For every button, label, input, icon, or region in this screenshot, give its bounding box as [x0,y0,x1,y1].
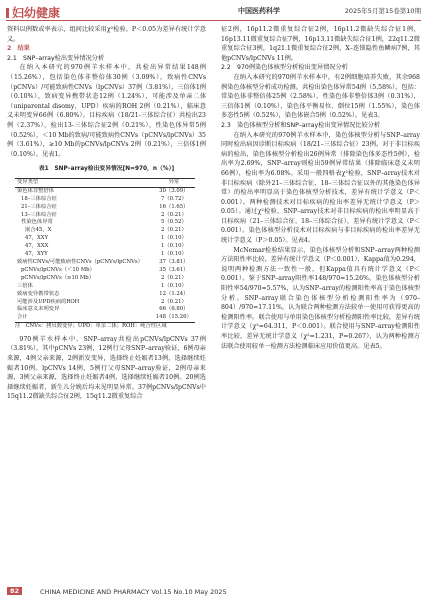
header-rule [6,20,421,21]
journal-citation: CHINA MEDICINE AND PHARMACY Vol.15 No.10 May 2025 [40,588,227,596]
brand-marker-icon [6,8,9,18]
table-row [15,235,195,243]
row-value: 1（0.10） [160,251,187,258]
table-row [15,243,195,251]
row-value: 1（0.10） [160,235,187,242]
row-label: pCNVs/lpCNVs（≥10 Mb） [21,274,94,281]
brand-label: 妇幼健康 [12,6,61,20]
page-header [0,0,427,22]
table-row [15,204,195,212]
row-value: 2（0.21） [160,227,187,234]
row-label: 47，XXY [25,235,49,242]
right-column [221,25,420,351]
table-row [15,251,195,259]
variant-table [15,178,195,323]
journal-logo: 中国医药科学 [238,7,280,15]
row-label: 47，XYY [25,251,48,258]
row-value: 2（0.21） [160,274,187,281]
row-value: 12（1.24） [159,290,189,297]
row-value: 1（0.10） [160,243,187,250]
subsection-heading: 2.3 染色体核型分析和SNP–array检出变异情况比较分析 [221,121,381,129]
section-heading: 2 结果 [7,45,30,53]
row-value: 7（0.72） [160,195,187,202]
row-value: 2（0.21） [160,211,187,218]
column-header: 异常 [153,178,195,187]
row-value: 66（6.80） [159,306,189,313]
row-value: 16（1.65） [159,203,189,210]
row-value: 5（0.52） [160,219,187,226]
table-row [15,187,195,195]
table-row [15,196,195,204]
page-number: 82 [7,587,22,595]
subsection-heading: 2.2 970例染色体核型分析检出变异情况分析 [221,64,348,72]
row-label: 致病变异携带状态 [17,290,60,297]
row-label: 临床意义未明变异 [17,306,60,313]
row-value: 2（0.21） [160,298,187,305]
paragraph: 在纳入本研究的970例羊水样本中，有2例细胞培养失败，其余968例染色体核型分析成功检测。共检出染色体异常54例（5.58%），包括：常染色体非整倍体25例（2.58%），性染色体非整倍体3例（0.31%），三倍体1例（0.10%），染色体平衡易位、倒位15例（1.55%），染色体多态性5例（0.52%），染色体嵌合5例（0.52%）。见表3。 [221,73,420,120]
row-label: 可能涉及UPD疾病的ROH [17,298,80,305]
row-value: 148（15.26） [153,314,195,322]
row-label: 致病性CNVs/可能致病性CNVs（pCNVs/lpCNVs） [17,258,143,265]
row-label: 嵌合45，X [25,227,52,234]
table-row [15,314,195,322]
column-header: 变异类型 [15,178,153,187]
issue-info: 2025年5月第15卷第10期 [344,7,421,15]
paragraph: 970例羊水样本中，SNP–array共检出pCNVs/lpCNVs 37例（3.81%），其中pCNVs 23例，12例行父母SNP–array验证，6例母亲来源，4例父亲来源，2例新发变异，选择终止妊娠者13例，选择继续妊娠者10例。lpCNVs 14例，5例行父母SNP–array验证，2例母亲来源，3例父亲来源，选择终止妊娠者4例，选择继续妊娠者10例。20例选择继续妊娠者，新生儿分娩后均未见明显异常。37例pCNVs/lpCNVs中15q11.2微缺失综合征2例，15q11.2微重复综合 [7,335,206,401]
row-value: 37（3.81） [159,258,189,265]
section-brand [6,4,60,21]
paragraph: 在纳入本研究的970例羊水样本中，共检出异常结果148例（15.26%），包括染色体非整倍体30例（3.09%），致病性CNVs（pCNVs）/可能致病性CNVs（lpCNVs）37例（3.81%），三倍体1例（0.10%），致病变异携带状态12例（1.24%），可能涉及单亲二体（uniparental disomy，UPD）疾病的ROH 2例（0.21%），临床意义未明变异66例（6.80%）。目标疾病（18/21-三体综合征）共检出23例（2.37%），检出13-三体综合征2例（0.21%），性染色体异常5例（0.52%），＜10 Mb的致病/可能致病性CNVs（pCNVs/lpCNVs）35例（3.61%），≥10 Mb的pCNVs/lpCNVs 2例（0.21%），三倍体1例（0.10%）。见表1。 [7,64,206,158]
row-label: 18–三体综合征 [21,195,57,202]
table-1 [7,165,206,330]
table-row [15,291,195,299]
paragraph: McNemar检验结果显示，染色体核型分析和SNP–array两种检测方法阳性率比较，差异有统计学意义（P＜0.001），Kappa值为0.294，说明两种检测方法一致性一般，但Kappa值具有统计学意义（P＜0.001）。鉴于SNP–array阳性率148/970=15.26%，染色体核型分析阳性率54/970=5.57%，认为SNP–array的检测阳性率高于染色体核型分析。SNP–array联合染色体核型分析检测阳性率为（970–804）/970=17.11%，认为联合两种检测方法较单一使用可获得更高的检测阳性率。联合使用与单用染色体核型分析检测阳性率比较，差异有统计学意义（χ²=64.311，P＜0.001）。联合使用与SNP–array检测阳性率比较，差异无统计学意义（χ²=1.231，P=0.267），认为两种检测方法联合使用较单一检测方法检测临床应用价值更高。见表5。 [221,246,420,350]
paragraph: 在纳入本研究的970例羊水样本中，染色体核型分析与SNP–array同时检出病因诊断目标疾病（18/21–三体综合征）23例。对于非目标疾病的检出，染色体核型分析检出26例异常（排除染色体多态性5例），检出率为2.69%，SNP–array则检出59例异常结果（排除临床意义未明66例），检出率为6.08%。采用一般四格表χ²检验，SNP–array技术对非目标疾病（除外21–三体综合征、18–三体综合征以外的其他染色体异常）的检出率明显高于染色体核型分析技术，差异有统计学意义（P＜0.001）。两种检测技术对目标疾病的检出率差异无统计学意义（P＞0.05）。通过χ²检验，SNP–array技术对非目标疾病的检出率明显高于目标疾病（21–三体综合征、18–三体综合征），差异有统计学意义（P＜0.001）。染色体核型分析技术对目标疾病与非目标疾病的检出率差异无统计学意义（P＞0.05）。见表4。 [221,131,420,245]
row-label: 21–三体综合征 [21,203,57,210]
row-label: 染色体非整倍体 [17,187,55,194]
row-label: 三倍体 [17,282,33,289]
row-label: pCNVs/lpCNVs（＜10 Mb） [21,266,95,273]
row-label: 47，XXX [25,243,49,250]
subsection-heading: 2.1 SNP–array检出变异情况分析 [7,54,105,62]
row-label: 13–三体综合征 [21,211,57,218]
page-footer [0,585,427,599]
paragraph: 征2例，16p11.2微重复综合征2例，16p11.2微缺失综合征1例，16p13.11微重复综合征7例，16p13.11微缺失综合征1例，22q11.2微重复综合征3例，1q21.1微重复综合征2例，X–连锁隐性鱼鳞病7例，其他pCNVs/lpCNVs 11例。 [221,26,420,62]
table-note: 注 CNVs：拷贝数变异；UPD：单亲二体；ROH：纯合性区域 [15,323,167,330]
row-value: 30（3.09） [159,187,189,194]
row-label: 合计 [15,314,153,322]
table-row [15,275,195,283]
row-label: 性染色体异常 [21,219,53,226]
row-value: 35（3.61） [159,266,189,273]
table-title: 表1 SNP–array检出变异情况[N=970，n（%）] [38,166,175,173]
table-row [15,259,195,267]
paragraph: 资料以例数或率表示，组间比较采用χ²检验。P＜0.05为差异有统计学意义。 [7,26,206,43]
left-column [7,25,206,402]
table-row [15,267,195,275]
row-value: 1（0.10） [160,282,187,289]
table-row [15,283,195,291]
